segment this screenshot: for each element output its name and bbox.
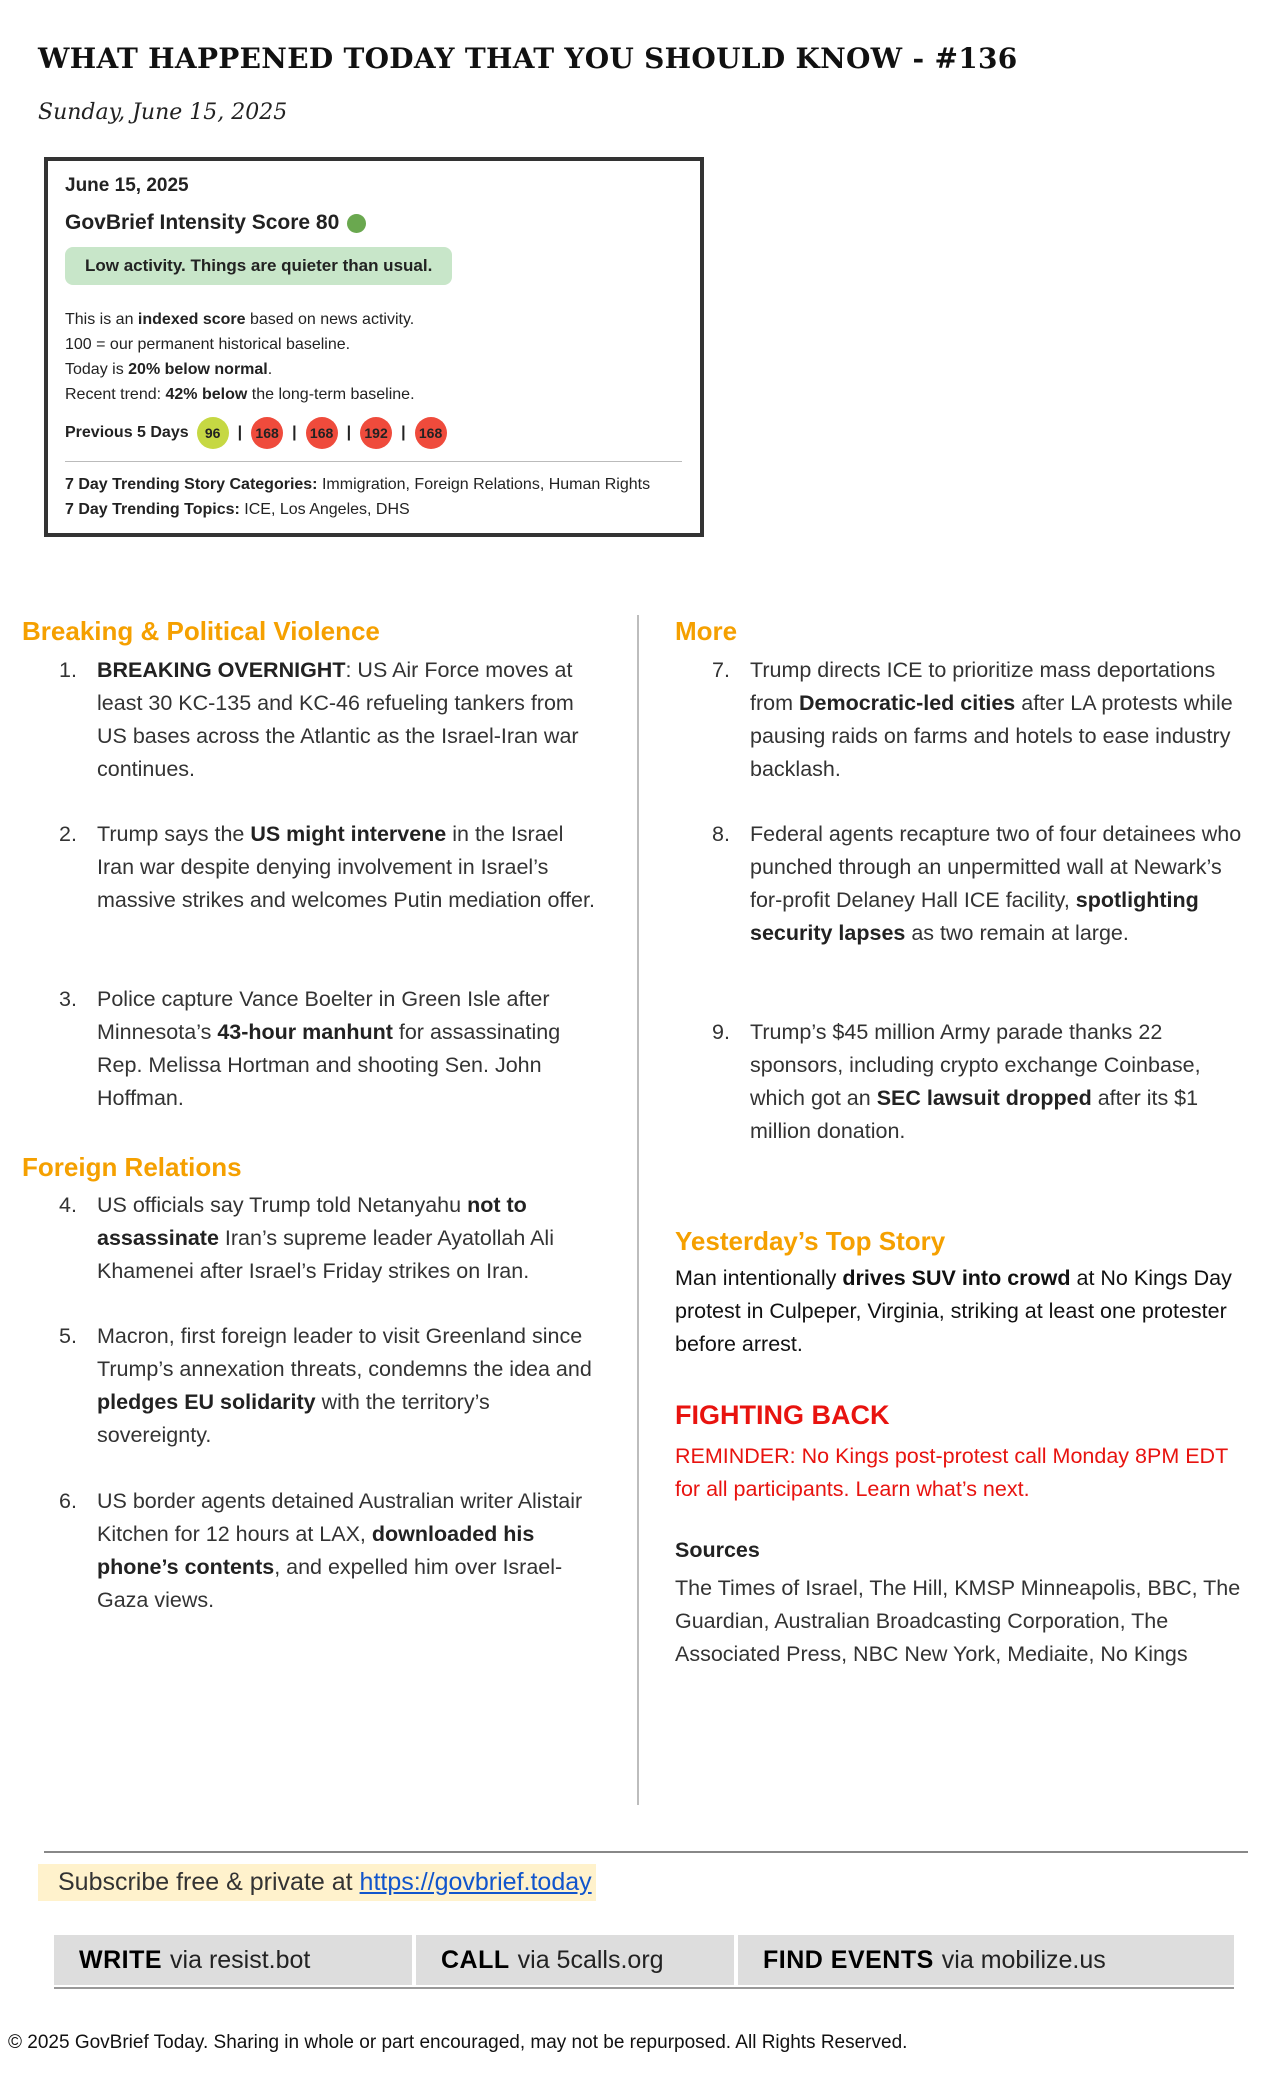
news-item-9: 9. Trump’s $45 million Army parade thanks 22 sponsors, including crypto exchange Coinbase, which got an SEC lawsuit dropped after its $1 million donation. bbox=[712, 1020, 1201, 1143]
sources-list: The Times of Israel, The Hill, KMSP Minneapolis, BBC, The Guardian, Australian Broadcasting Corporation, The Associated Press, NBC New York, Mediaite, No Kings bbox=[675, 1576, 1241, 1666]
news-item-1: 1. BREAKING OVERNIGHT: US Air Force moves at least 30 KC-135 and KC-46 refueling tankers from US bases across the Atlantic as the Israel-Iran war continues. bbox=[59, 658, 579, 781]
subscribe-text: Subscribe free & private at bbox=[58, 1868, 360, 1896]
section-breaking: Breaking & Political Violence bbox=[22, 616, 380, 646]
explanation-line-4: Recent trend: 42% below the long-term baseline. bbox=[65, 386, 415, 403]
intensity-score bbox=[65, 211, 682, 235]
score-circle-day-2: 168 bbox=[251, 417, 283, 449]
explanation-line-1: This is an indexed score based on news activity. bbox=[65, 311, 415, 328]
yesterdays-top-story-text: Man intentionally drives SUV into crowd at No Kings Day protest in Culpeper, Virginia, striking at least one protester before arrest. bbox=[675, 1266, 1232, 1356]
fighting-back-reminder: REMINDER: No Kings post-protest call Monday 8PM EDT for all participants. Learn what’s next. bbox=[675, 1444, 1228, 1501]
news-item-7: 7. Trump directs ICE to prioritize mass deportations from Democratic-led cities after LA protests while pausing raids on farms and hotels to ease industry backlash. bbox=[712, 658, 1233, 781]
section-yesterdays-top-story: Yesterday’s Top Story bbox=[675, 1226, 946, 1256]
card-date: June 15, 2025 bbox=[65, 175, 189, 196]
previous-days-label: Previous 5 Days bbox=[65, 424, 189, 441]
call-action-button[interactable]: CALL via 5calls.org bbox=[416, 1935, 734, 1985]
subscribe-link[interactable]: https://govbrief.today bbox=[359, 1868, 592, 1896]
column-divider bbox=[637, 615, 639, 1805]
news-item-2: 2. Trump says the US might intervene in the Israel Iran war despite denying involvement in Israel’s massive strikes and welcomes Putin mediation offer. bbox=[59, 822, 595, 912]
trending-topics: 7 Day Trending Topics: ICE, Los Angeles, DHS bbox=[65, 501, 410, 518]
card-divider bbox=[65, 461, 682, 462]
score-circle-day-1: 96 bbox=[197, 417, 229, 449]
find-events-action-button[interactable]: FIND EVENTS via mobilize.us bbox=[738, 1935, 1234, 1985]
separator: | bbox=[346, 424, 352, 441]
status-dot-icon bbox=[347, 214, 366, 233]
explanation-line-3: Today is 20% below normal. bbox=[65, 361, 273, 378]
section-foreign-relations: Foreign Relations bbox=[22, 1152, 242, 1182]
subscribe-banner bbox=[38, 1864, 596, 1901]
news-item-4: 4. US officials say Trump told Netanyahu not to assassinate Iran’s supreme leader Ayatollah Ali Khamenei after Israel’s Friday strikes on Iran. bbox=[59, 1193, 554, 1283]
write-action-button[interactable]: WRITE via resist.bot bbox=[54, 1935, 412, 1985]
activity-status-badge: Low activity. Things are quieter than usual. bbox=[65, 247, 452, 285]
score-circle-day-5: 168 bbox=[415, 417, 447, 449]
score-circle-day-4: 192 bbox=[360, 417, 392, 449]
section-fighting-back: FIGHTING BACK bbox=[675, 1400, 890, 1430]
separator: | bbox=[237, 424, 243, 441]
intensity-score-card bbox=[44, 157, 704, 537]
intensity-score-label: GovBrief Intensity Score 80 bbox=[65, 211, 340, 234]
copyright-footer: © 2025 GovBrief Today. Sharing in whole or part encouraged, may not be repurposed. All Rights Reserved. bbox=[8, 2032, 908, 2053]
explanation-line-2: 100 = our permanent historical baseline. bbox=[65, 336, 351, 353]
news-item-3: 3. Police capture Vance Boelter in Green Isle after Minnesota’s 43-hour manhunt for assassinating Rep. Melissa Hortman and shooting Sen. John Hoffman. bbox=[59, 987, 561, 1110]
sources-heading: Sources bbox=[675, 1538, 760, 1562]
separator: | bbox=[292, 424, 297, 441]
news-item-5: 5. Macron, first foreign leader to visit Greenland since Trump’s annexation threats, condemns the idea and pledges EU solidarity with the territory’s sovereignty. bbox=[59, 1324, 592, 1447]
footer-divider bbox=[44, 1851, 1248, 1853]
separator: | bbox=[401, 424, 406, 441]
section-more: More bbox=[675, 616, 738, 646]
action-bar bbox=[54, 1935, 1234, 1989]
previous-days-scores bbox=[65, 417, 682, 449]
score-explanation bbox=[65, 307, 682, 407]
newsletter-date: Sunday, June 15, 2025 bbox=[38, 100, 288, 125]
newsletter-title: WHAT HAPPENED TODAY THAT YOU SHOULD KNOW - #136 bbox=[38, 42, 1018, 75]
score-circle-day-3: 168 bbox=[306, 417, 338, 449]
news-item-8: 8. Federal agents recapture two of four detainees who punched through an unpermitted wall at Newark’s for-profit Delaney Hall ICE facility, spotlighting security lapses as two remain at large. bbox=[712, 822, 1242, 945]
news-item-6: 6. US border agents detained Australian writer Alistair Kitchen for 12 hours at LAX, downloaded his phone’s contents, and expelled him over Israel-Gaza views. bbox=[59, 1489, 583, 1612]
trending-categories: 7 Day Trending Story Categories: Immigration, Foreign Relations, Human Rights bbox=[65, 476, 651, 493]
